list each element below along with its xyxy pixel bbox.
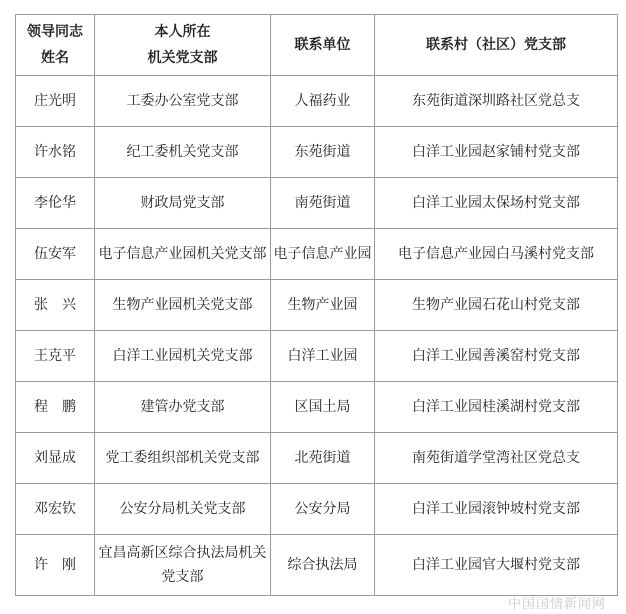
cell-unit: 生物产业园 [271,280,375,331]
cell-village: 白洋工业园善溪窑村党支部 [375,331,618,382]
cell-name: 邓宏钦 [16,484,95,535]
header-leader-name-line1: 领导同志 [27,24,83,40]
cell-name: 张 兴 [16,280,95,331]
header-own-branch [95,15,271,76]
cell-unit: 北苑街道 [271,433,375,484]
cell-branch: 白洋工业园机关党支部 [95,331,271,382]
cell-unit: 综合执法局 [271,535,375,596]
table-row [16,178,618,229]
table-row [16,484,618,535]
cell-name: 王克平 [16,331,95,382]
cell-village: 生物产业园石花山村党支部 [375,280,618,331]
cell-branch: 工委办公室党支部 [95,76,271,127]
cell-branch: 纪工委机关党支部 [95,127,271,178]
watermark: 中国国情新闻网 [507,597,606,612]
header-leader-name [16,15,95,76]
cell-unit: 南苑街道 [271,178,375,229]
cell-unit: 东苑街道 [271,127,375,178]
header-own-branch-line1: 本人所在 [154,24,211,40]
cell-village: 电子信息产业园白马溪村党支部 [375,229,618,280]
table-row [16,382,618,433]
header-contact-village-label: 联系村（社区）党支部 [426,37,566,53]
cell-branch: 生物产业园机关党支部 [95,280,271,331]
table-row [16,433,618,484]
table-row [16,76,618,127]
header-own-branch-line2: 机关党支部 [147,50,218,66]
table-header-row [16,15,618,76]
cell-branch: 党工委组织部机关党支部 [95,433,271,484]
cell-name: 李伦华 [16,178,95,229]
cell-name: 伍安军 [16,229,95,280]
cell-village: 白洋工业园赵家铺村党支部 [375,127,618,178]
cell-unit: 电子信息产业园 [271,229,375,280]
cell-village: 白洋工业园桂溪湖村党支部 [375,382,618,433]
cell-name: 许 刚 [16,535,95,596]
cell-unit: 区国土局 [271,382,375,433]
cell-unit: 白洋工业园 [271,331,375,382]
leadership-liaison-table [15,14,618,596]
cell-name: 庄光明 [16,76,95,127]
cell-name: 许水铭 [16,127,95,178]
header-contact-unit [271,15,375,76]
cell-village: 南苑街道学堂湾社区党总支 [375,433,618,484]
table-row [16,229,618,280]
cell-unit: 公安分局 [271,484,375,535]
cell-branch: 电子信息产业园机关党支部 [95,229,271,280]
header-contact-unit-label: 联系单位 [294,37,351,53]
cell-unit: 人福药业 [271,76,375,127]
cell-branch: 公安分局机关党支部 [95,484,271,535]
header-leader-name-line2: 姓名 [41,50,69,66]
cell-village: 白洋工业园官大堰村党支部 [375,535,618,596]
cell-name: 刘显成 [16,433,95,484]
header-contact-village [375,15,618,76]
table-row [16,127,618,178]
table-row [16,535,618,596]
cell-branch: 宜昌高新区综合执法局机关党支部 [95,535,271,596]
cell-village: 东苑街道深圳路社区党总支 [375,76,618,127]
cell-name: 程 鹏 [16,382,95,433]
cell-village: 白洋工业园太保场村党支部 [375,178,618,229]
table-row [16,331,618,382]
cell-village: 白洋工业园滚钟坡村党支部 [375,484,618,535]
cell-branch: 财政局党支部 [95,178,271,229]
table-row [16,280,618,331]
cell-branch: 建管办党支部 [95,382,271,433]
